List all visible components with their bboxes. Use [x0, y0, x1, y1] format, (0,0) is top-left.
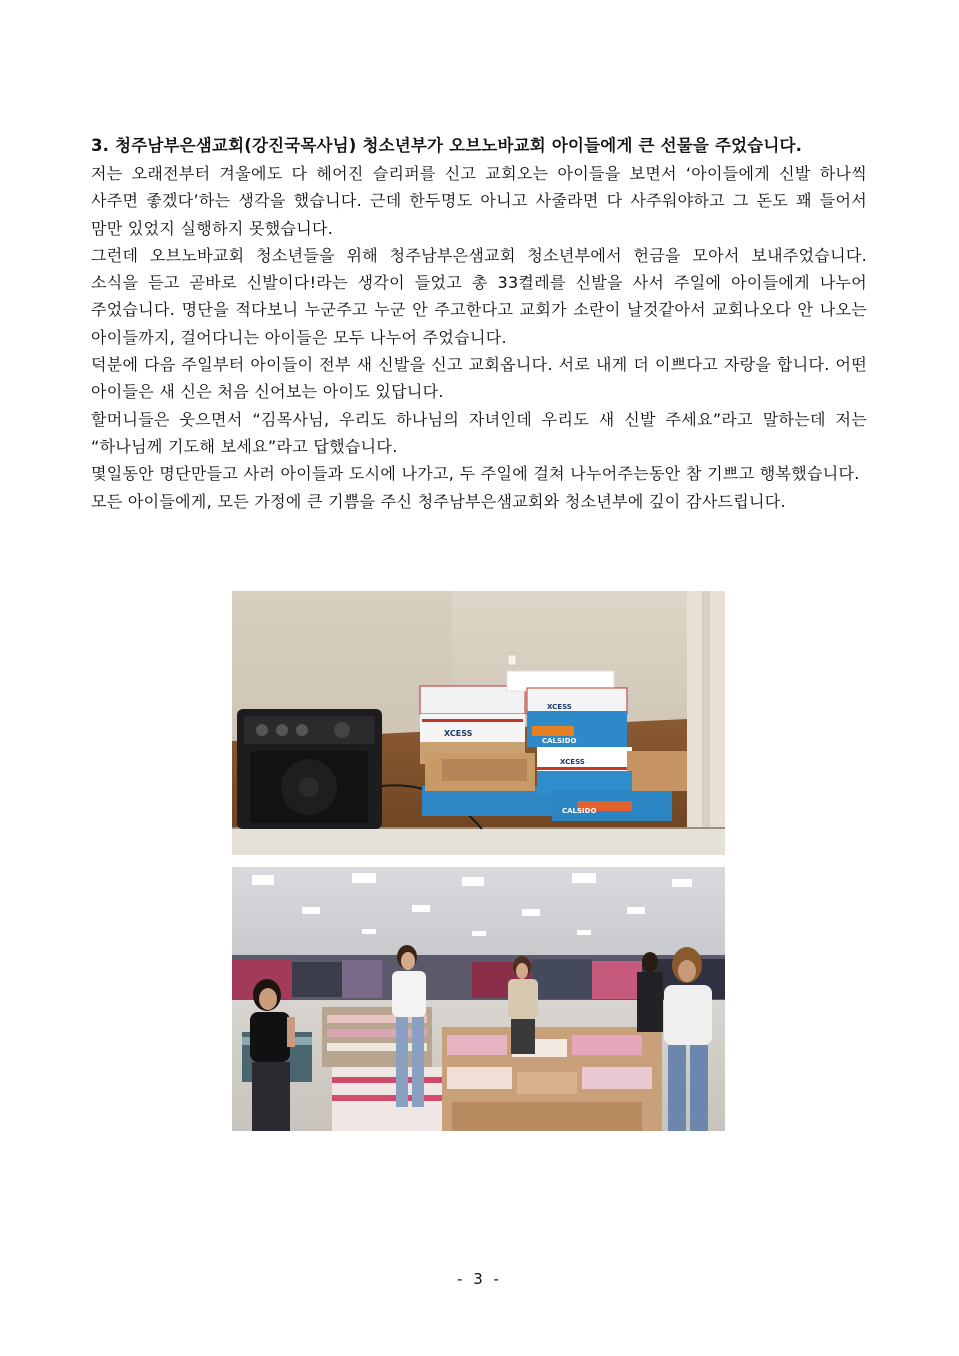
shoe-boxes-photo — [232, 591, 725, 855]
paragraph-6: 모든 아이들에게, 모든 가정에 큰 기쁨을 주신 청주남부은샘교회와 청소년부에 깊이 감사드립니다. — [91, 491, 786, 511]
section-heading: 3. 청주남부은샘교회(강진국목사님) 청소년부가 오브노바교회 아이들에게 큰 선물을 주었습니다. — [91, 136, 803, 155]
paragraph-1: 저는 오래전부터 겨울에도 다 헤어진 슬리퍼를 신고 교회오는 아이들을 보면서 ‘아이들에게 신발 하나씩 사주면 좋겠다’하는 생각을 했습니다. 근데 한두명도 아니고 사줄라면 다 사주워야하고 그 돈도 꽤 들어서 맘만 있었지 실행하지 못했습니다. — [91, 164, 867, 238]
box-label-2: CALSIDO — [542, 737, 577, 745]
paragraph-3: 덕분에 다음 주일부터 아이들이 전부 새 신발을 신고 교회옵니다. 서로 내게 더 이쁘다고 자랑을 합니다. 어떤 아이들은 새 신은 처음 신어보는 아이도 있답니다. — [91, 355, 867, 402]
paragraph-5: 몇일동안 명단만들고 사러 아이들과 도시에 나가고, 두 주일에 걸쳐 나누어주는동안 참 기쁘고 행복했습니다. — [91, 464, 860, 484]
shoe-store-photo — [232, 867, 725, 1131]
page-number: - 3 - — [457, 1270, 502, 1288]
box-label-4: XCESS — [560, 758, 585, 766]
box-label-3: XCESS — [547, 703, 572, 711]
box-label-1: XCESS — [444, 729, 473, 738]
document-body — [91, 132, 867, 515]
paragraph-4: 할머니들은 웃으면서 “김목사님, 우리도 하나님의 자녀인데 우리도 새 신발 주세요”라고 말하는데 저는 “하나님께 기도해 보세요”라고 답했습니다. — [91, 409, 867, 456]
box-label-5: CALSIDO — [562, 807, 597, 815]
paragraph-2: 그런데 오브노바교회 청소년들을 위해 청주남부은샘교회 청소년부에서 헌금을 모아서 보내주었습니다. 소식을 듣고 곧바로 신발이다!라는 생각이 들었고 총 33켤레를 신발을 사서 주일에 아이들에게 나누어 주었습니다. 명단을 적다보니 누군주고 누군 안 주고한다고 교회가 소란이 날것같아서 교회나오다 안 나오는 아이들까지, 걸어다니는 아이들은 모두 나누어 주었습니다. — [91, 245, 867, 347]
